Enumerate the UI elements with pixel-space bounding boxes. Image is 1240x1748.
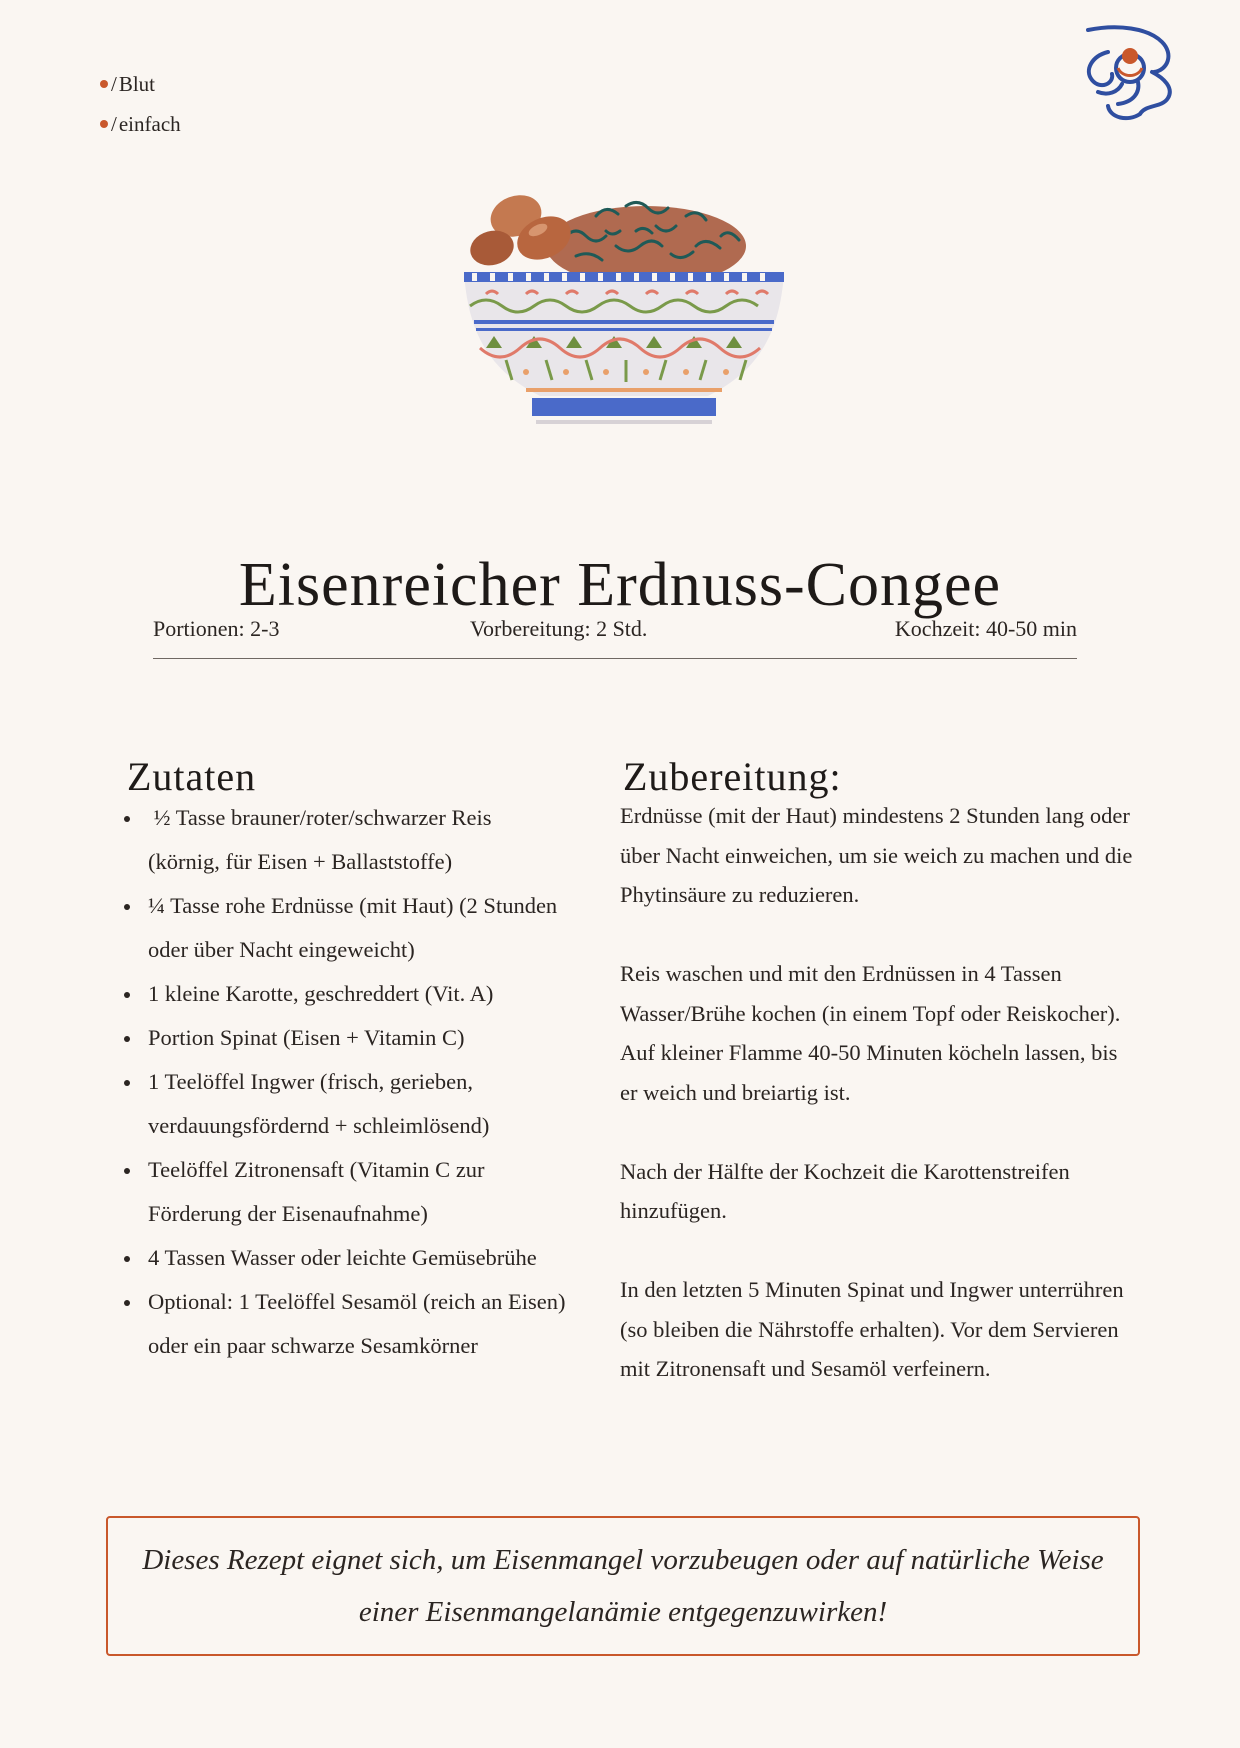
- recipe-note-box: [106, 1516, 1140, 1656]
- tag-label: einfach: [118, 112, 181, 136]
- recipe-note-text: Dieses Rezept eignet sich, um Eisenmangel vorzubeugen oder auf natürliche Weise einer Eisenmangelanämie entgegenzuwirken!: [142, 1544, 1104, 1628]
- ingredient-item: 1 Teelöffel Ingwer (frisch, gerieben, verdauungsfördernd + schleimlösend): [148, 1060, 568, 1148]
- recipe-meta-bar: [153, 612, 1077, 659]
- preparation-time: Vorbereitung: 2 Std.: [470, 616, 648, 641]
- ingredient-item: 4 Tassen Wasser oder leichte Gemüsebrühe: [148, 1236, 568, 1280]
- preparation-heading: Zubereitung:: [623, 754, 842, 800]
- ingredient-item: ¼ Tasse rohe Erdnüsse (mit Haut) (2 Stunden oder über Nacht eingeweicht): [148, 884, 568, 972]
- ingredient-item: 1 kleine Karotte, geschreddert (Vit. A): [148, 972, 568, 1016]
- ingredient-item: Portion Spinat (Eisen + Vitamin C): [148, 1016, 568, 1060]
- ingredients-list: [148, 796, 568, 1368]
- cooking-time: Kochzeit: 40-50 min: [894, 616, 1077, 641]
- recipe-title: Eisenreicher Erdnuss-Congee: [238, 550, 1002, 619]
- preparation-step: In den letzten 5 Minuten Spinat und Ingwer unterrühren (so bleiben die Nährstoffe erhalten). Vor dem Servieren mit Zitronensaft und Sesamöl verfeinern.: [620, 1277, 1124, 1381]
- preparation-step: Nach der Hälfte der Kochzeit die Karottenstreifen hinzufügen.: [620, 1158, 1070, 1223]
- tag-item: / einfach: [100, 104, 181, 144]
- preparation-steps: [620, 796, 1140, 1428]
- ingredient-item: Optional: 1 Teelöffel Sesamöl (reich an Eisen) oder ein paar schwarze Sesamkörner: [148, 1280, 568, 1368]
- tag-bullet-icon: [100, 120, 108, 128]
- congee-bowl-illustration: [456, 176, 792, 456]
- ingredient-item: Teelöffel Zitronensaft (Vitamin C zur Förderung der Eisenaufnahme): [148, 1148, 568, 1236]
- tag-bullet-icon: [100, 80, 108, 88]
- preparation-step: Erdnüsse (mit der Haut) mindestens 2 Stunden lang oder über Nacht einweichen, um sie weich zu machen und die Phytinsäure zu reduzieren.: [620, 803, 1133, 907]
- portions-info: Portionen: 2-3: [153, 616, 280, 641]
- swirl-logo-icon: [1078, 22, 1182, 126]
- ingredients-heading: Zutaten: [127, 754, 257, 800]
- tag-item: / Blut: [100, 64, 181, 104]
- ingredient-item: ½ Tasse brauner/roter/schwarzer Reis (körnig, für Eisen + Ballaststoffe): [148, 796, 568, 884]
- tag-list: [100, 64, 181, 144]
- preparation-step: Reis waschen und mit den Erdnüssen in 4 Tassen Wasser/Brühe kochen (in einem Topf oder Reiskocher). Auf kleiner Flamme 40-50 Minuten köcheln lassen, bis er weich und breiartig ist.: [620, 961, 1121, 1105]
- tag-label: Blut: [118, 72, 156, 96]
